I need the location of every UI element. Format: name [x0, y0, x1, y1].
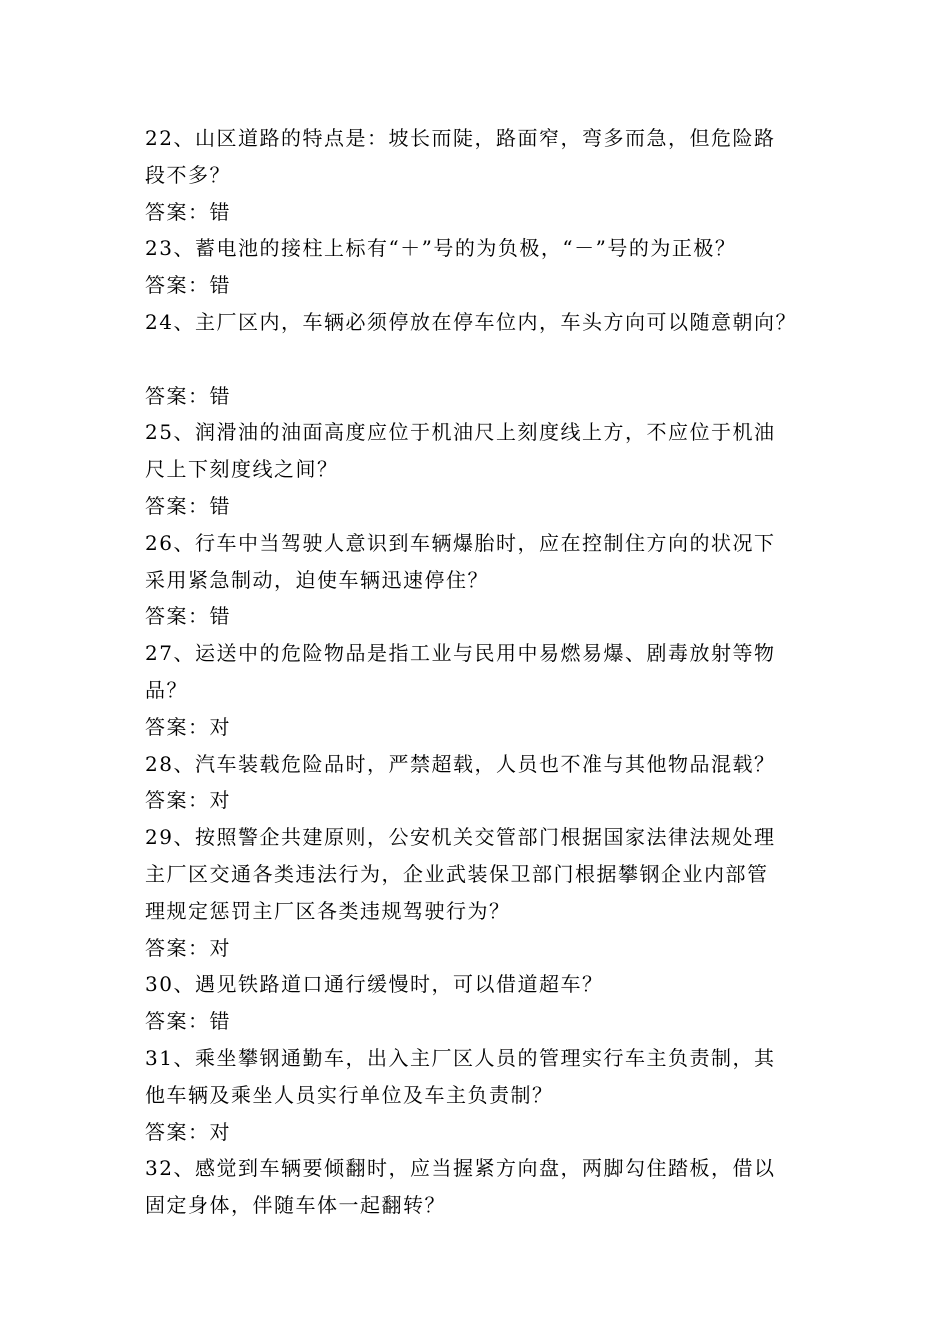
question-31-line-1: 31、乘坐攀钢通勤车，出入主厂区人员的管理实行车主负责制，其 [145, 1045, 776, 1070]
question-30: 30、遇见铁路道口通行缓慢时，可以借道超车？ [145, 972, 604, 997]
question-25-line-2: 尺上下刻度线之间？ [145, 457, 339, 482]
answer-30: 答案：错 [145, 1009, 231, 1034]
answer-31: 答案：对 [145, 1119, 231, 1144]
answer-25: 答案：错 [145, 493, 231, 518]
question-32-line-1: 32、感觉到车辆要倾翻时，应当握紧方向盘，两脚勾住踏板，借以 [145, 1156, 776, 1181]
question-27-line-2: 品？ [145, 677, 188, 702]
answer-29: 答案：对 [145, 935, 231, 960]
document-body [145, 120, 805, 1224]
question-29-line-2: 主厂区交通各类违法行为，企业武装保卫部门根据攀钢企业内部管 [145, 861, 769, 886]
answer-28: 答案：对 [145, 788, 231, 813]
question-32-line-2: 固定身体，伴随车体一起翻转？ [145, 1193, 446, 1218]
question-27-line-1: 27、运送中的危险物品是指工业与民用中易燃易爆、剧毒放射等物 [145, 641, 776, 666]
question-24: 24、主厂区内，车辆必须停放在停车位内，车头方向可以随意朝向？ [145, 309, 797, 334]
question-29-line-3: 理规定惩罚主厂区各类违规驾驶行为？ [145, 898, 511, 923]
question-22-line-1: 22、山区道路的特点是：坡长而陡，路面窄，弯多而急，但危险路 [145, 126, 776, 150]
question-28: 28、汽车装载危险品时，严禁超载，人员也不准与其他物品混载？ [145, 751, 776, 776]
question-26-line-2: 采用紧急制动，迫使车辆迅速停住？ [145, 567, 489, 592]
answer-26: 答案：错 [145, 604, 231, 629]
answer-24: 答案：错 [145, 383, 231, 408]
question-25-line-1: 25、润滑油的油面高度应位于机油尺上刻度线上方，不应位于机油 [145, 420, 776, 445]
blank-line [145, 341, 805, 378]
question-29-line-1: 29、按照警企共建原则，公安机关交管部门根据国家法律法规处理 [145, 825, 776, 850]
question-22-line-2: 段不多？ [145, 162, 231, 187]
question-26-line-1: 26、行车中当驾驶人意识到车辆爆胎时，应在控制住方向的状况下 [145, 530, 776, 555]
answer-23: 答案：错 [145, 273, 231, 298]
answer-27: 答案：对 [145, 714, 231, 739]
question-23: 23、蓄电池的接柱上标有“＋”号的为负极，“－”号的为正极？ [145, 236, 737, 261]
question-31-line-2: 他车辆及乘坐人员实行单位及车主负责制？ [145, 1082, 554, 1107]
answer-22: 答案：错 [145, 199, 231, 224]
